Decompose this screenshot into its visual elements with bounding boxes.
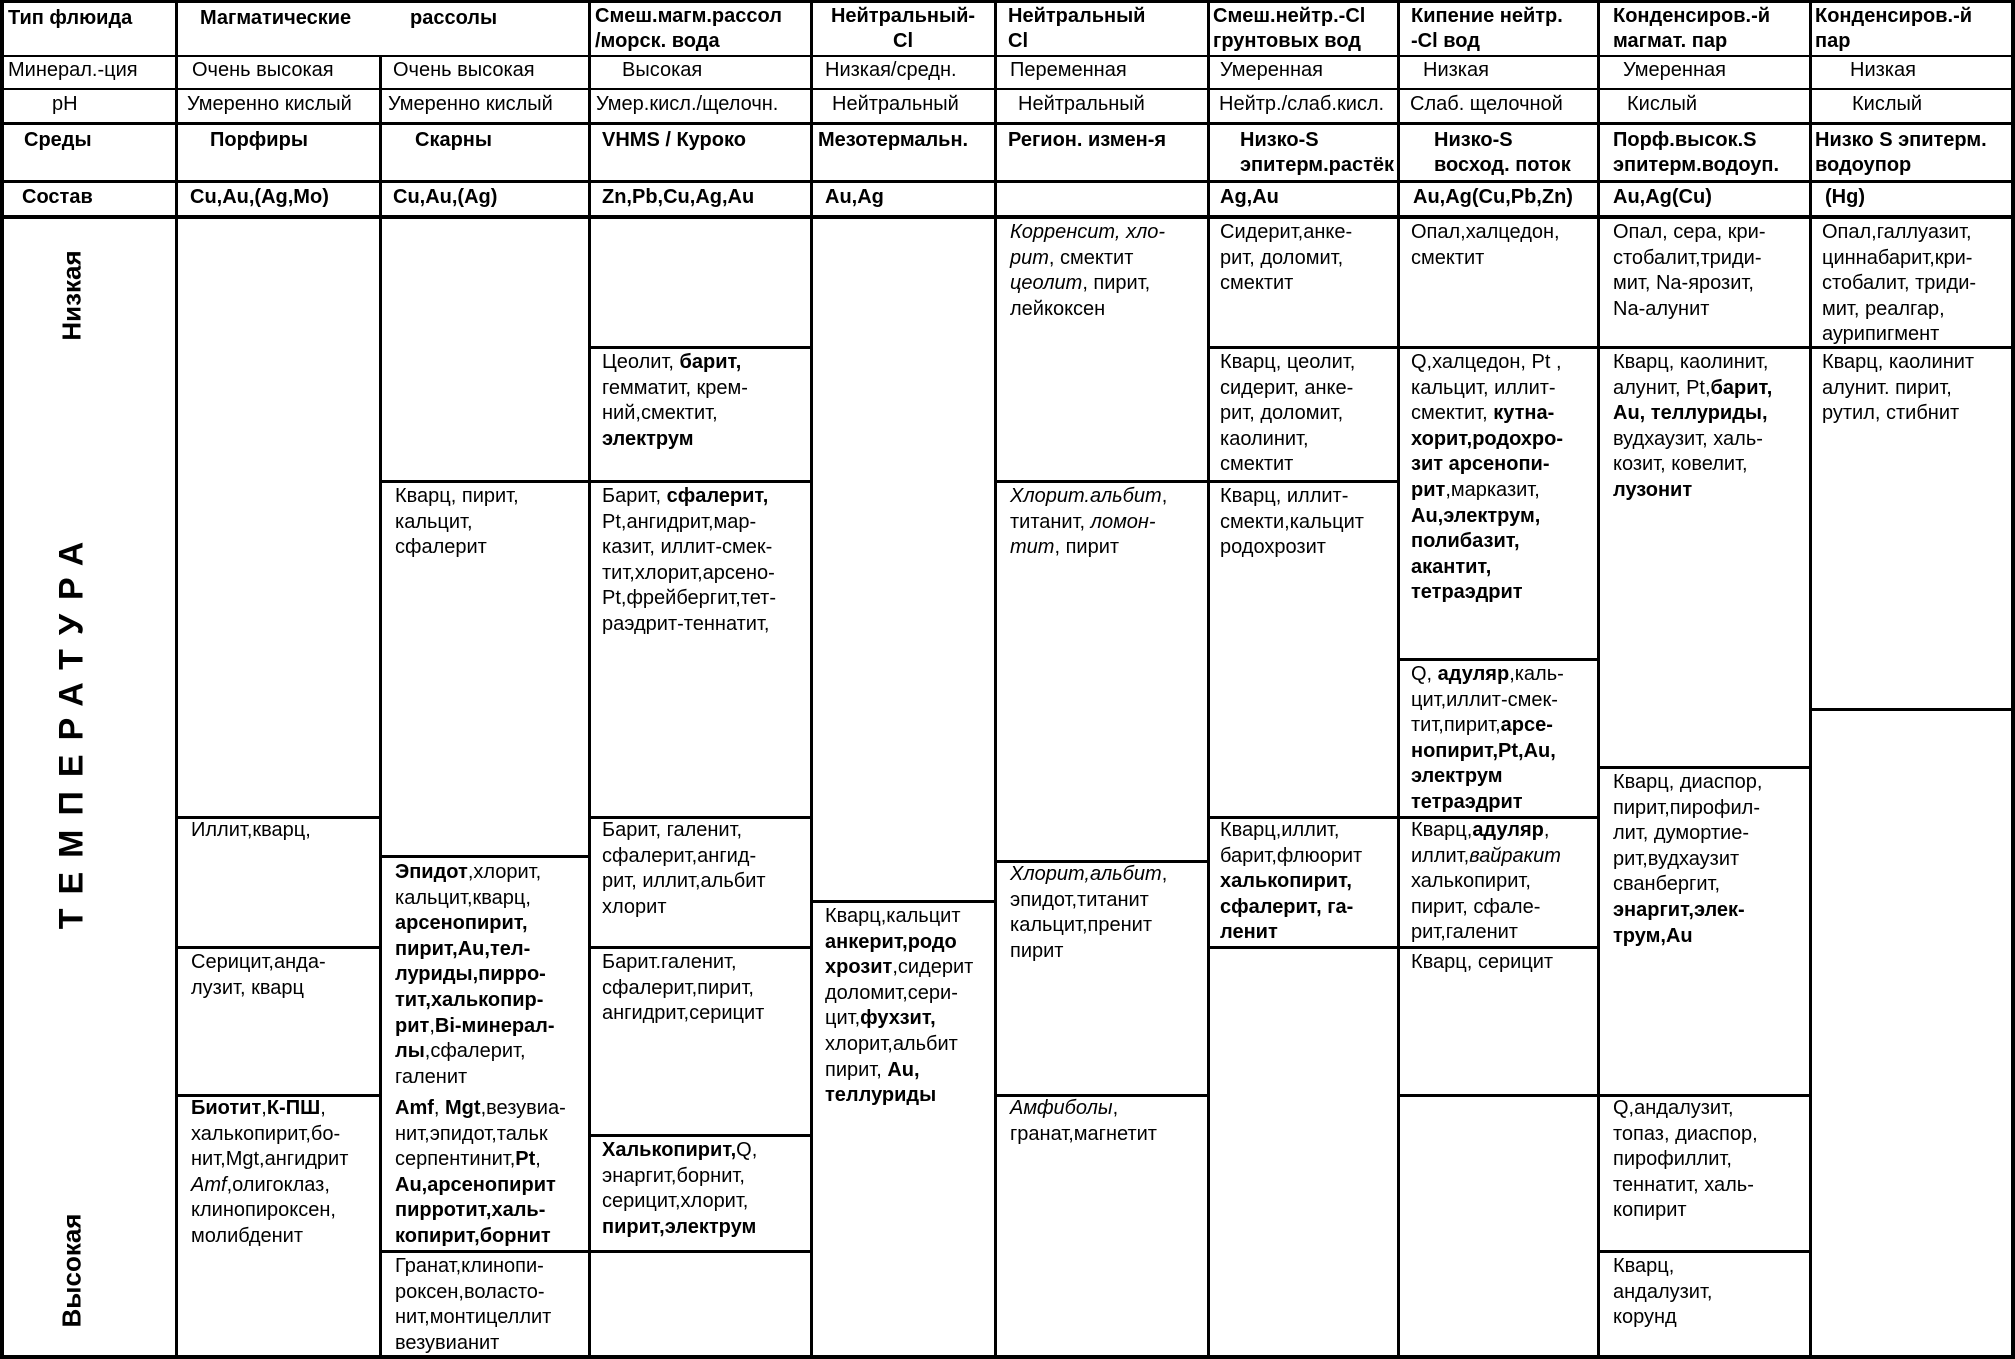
environment-4: Мезотермальн. [818,129,969,151]
header-8-line1: магмат. пар [1613,30,1728,52]
environment-6-line0: Низко-S [1240,129,1319,151]
composition-0: Состав [22,186,93,208]
composition-9: (Hg) [1825,186,1865,208]
mineralization-7: Низкая [1423,59,1489,81]
table-rule [1208,346,1398,349]
table-rule [1397,0,1400,1359]
table-rule [589,1250,811,1253]
mineral-cell-c1-c: Биотит,К-ПШ, халькопирит,бо- нит,Mgt,ангидрит Amf,олигоклаз, клинопироксен, молибденит [191,1097,349,1247]
table-rule [1809,0,1812,1359]
mineralization-3: Высокая [622,59,703,81]
composition-2: Cu,Au,(Ag) [393,186,498,208]
composition-4: Au,Ag [825,186,884,208]
mineral-cell-c2-d: Гранат,клинопи- роксен,воласто- нит,монтицеллит везувианит [395,1255,552,1354]
mineral-cell-c1-b: Серицит,анда- лузит, кварц [191,951,326,999]
mineral-cell-c4-a: Кварц,кальцит анкерит,родо хрозит,сидерит доломит,сери- цит,фухзит, хлорит,альбит пирит, Au, теллуриды [825,905,974,1107]
table-rule [1597,0,1600,1359]
table-rule [811,900,995,903]
table-rule [380,855,589,858]
ph-0: pH [52,93,78,115]
header-4-line1: Cl [893,30,913,52]
table-border-top [0,0,2015,3]
mineralization-2: Очень высокая [393,59,535,81]
mineralization-6: Умеренная [1220,59,1323,81]
environment-9-line1: водоупор [1815,154,1912,176]
table-rule [1810,708,2012,711]
table-rule [589,1134,811,1137]
ph-1: Умеренно кислый [187,93,352,115]
table-rule [1208,946,1398,949]
ph-7: Слаб. щелочной [1410,93,1563,115]
table-rule [589,346,811,349]
table-rule [379,55,382,1359]
mineral-cell-c9-b: Кварц, каолинит алунит. пирит, рутил, стибнит [1822,351,1975,425]
table-rule [380,1250,589,1253]
mineral-cell-c6-d: Кварц,иллит, барит,флюорит халькопирит, сфалерит, га- ленит [1220,819,1363,944]
header-8-line0: Конденсиров.-й [1613,5,1771,27]
environment-5: Регион. измен-я [1008,129,1167,151]
table-border-left [0,0,4,1359]
environment-1: Порфиры [210,129,308,151]
environment-8-line0: Порф.высок.S [1613,129,1757,151]
mineral-cell-c7-d: Кварц,адуляр, иллит,вайракит халькопирит, пирит, сфале- рит,галенит [1411,819,1561,944]
table-rule [1398,946,1598,949]
table-rule [1398,346,1598,349]
composition-8: Au,Ag(Cu) [1613,186,1712,208]
table-rule [1398,658,1598,661]
header-9-line1: пар [1815,30,1851,52]
environment-7-line1: восход. поток [1434,154,1571,176]
mineral-cell-c8-e: Кварц, андалузит, корунд [1613,1255,1713,1329]
header-fluid-type: Тип флюида [8,7,133,29]
mineral-cell-c1-a: Иллит,кварц, [191,819,311,841]
environment-2: Скарны [415,129,492,151]
table-rule [1207,0,1210,1359]
header-7-line1: -Cl вод [1411,30,1480,52]
header-5-line0: Нейтральный [1008,5,1146,27]
table-rule [1208,480,1398,483]
table-rule [810,0,813,1359]
table-rule [1398,1094,1598,1097]
header-3-line0: Смеш.магм.рассол [595,5,782,27]
temperature-axis-title: ТЕМПЕРАТУРА [52,527,91,929]
table-rule [994,0,997,1359]
table-rule [588,0,591,1359]
mineral-cell-c2-b: Эпидот,хлорит, кальцит,кварц, арсенопирит, пирит,Au,тел- луриды,пирро- тит,халькопир- рит,Bi-минерал- лы,сфалерит, галенит [395,861,555,1088]
mineralization-0: Минерал.-ция [8,59,138,81]
mineral-cell-c6-b: Кварц, цеолит, сидерит, анке- рит, доломит, каолинит, смектит [1220,351,1356,476]
table-rule [589,480,811,483]
environment-9-line0: Низко S эпитерм. [1815,129,1987,151]
environment-6-line1: эпитерм.растёк [1240,154,1395,176]
environment-3: VHMS / Куроко [602,129,746,151]
table-rule [176,946,380,949]
header-7-line0: Кипение нейтр. [1411,5,1563,27]
mineralization-5: Переменная [1010,59,1127,81]
mineral-cell-c3-a: Цеолит, барит, гемматит, крем- ний,смектит, электрум [602,351,748,450]
header-magmatic: Магматические [200,7,352,29]
header-6-line0: Смеш.нейтр.-Cl [1213,5,1366,27]
mineralization-4: Низкая/средн. [825,59,957,81]
mineral-cell-c5-c: Хлорит,альбит, эпидот,титанит кальцит,пренит пирит [1010,863,1168,962]
composition-7: Au,Ag(Cu,Pb,Zn) [1413,186,1573,208]
ph-3: Умер.кисл./щелочн. [596,93,779,115]
header-6-line1: грунтовых вод [1213,30,1361,52]
environment-0: Среды [24,129,92,151]
table-rule [0,180,2015,183]
composition-1: Cu,Au,(Ag,Mo) [190,186,329,208]
mineral-cell-c9-a: Опал,галлуазит, циннабарит,кри- стобалит, триди- мит, реалгар, аурипигмент [1822,221,1977,346]
ph-8: Кислый [1627,93,1698,115]
table-rule [1598,346,1810,349]
mineral-cell-c3-d: Барит.галенит, сфалерит,пирит, ангидрит,серицит [602,951,765,1025]
table-border-bottom [0,1355,2015,1359]
table-rule [995,480,1208,483]
table-rule [0,88,2015,90]
mineral-cell-c6-c: Кварц, иллит- смекти,кальцит родохрозит [1220,485,1364,559]
table-rule [380,480,589,483]
mineralization-1: Очень высокая [192,59,334,81]
mineral-cell-c2-c: Amf, Mgt,везувиа- нит,эпидот,тальк серпентинит,Pt, Au,арсенопирит пирротит,халь- копирит,борнит [395,1097,566,1247]
header-3-line1: /морск. вода [595,30,720,52]
mineral-cell-c3-e: Халькопирит,Q, энаргит,борнит, серицит,хлорит, пирит,электрум [602,1139,758,1238]
mineral-cell-c7-e: Кварц, серицит [1411,951,1554,973]
table-rule [1598,766,1810,769]
mineral-cell-c5-d: Амфиболы, гранат,магнетит [1010,1097,1157,1145]
header-5-line1: Cl [1008,30,1028,52]
mineral-cell-c7-a: Опал,халцедон, смектит [1411,221,1560,269]
header-9-line0: Конденсиров.-й [1815,5,1973,27]
temperature-low-label: Низкая [56,249,87,341]
header-4-line0: Нейтральный- [830,5,976,27]
composition-6: Ag,Au [1220,186,1279,208]
mineral-cell-c5-b: Хлорит.альбит, титанит, ломон- тит, пирит [1010,485,1168,559]
mineral-cell-c2-a: Кварц, пирит, кальцит, сфалерит [395,485,519,559]
composition-3: Zn,Pb,Cu,Ag,Au [602,186,755,208]
ph-6: Нейтр./слаб.кисл. [1219,93,1385,115]
environment-7-line0: Низко-S [1434,129,1513,151]
mineral-cell-c3-b: Барит, сфалерит, Pt,ангидрит,мар- казит, иллит-смек- тит,хлорит,арсено- Pt,фрейбергит,тет- раэдрит-теннатит, [602,485,776,635]
mineralization-9: Низкая [1850,59,1916,81]
table-border-right [2011,0,2015,1359]
table-rule [0,55,2015,57]
mineral-cell-c8-c: Кварц, диаспор, пирит,пирофил- лит, думортие- рит,вудхаузит сванбергит, энаргит,элек- трум,Au [1613,771,1763,947]
mineral-cell-c8-d: Q,андалузит, топаз, диаспор, пирофиллит, теннатит, халь- копирит [1613,1097,1758,1222]
environment-8-line1: эпитерм.водоуп. [1613,154,1780,176]
table-rule [175,0,178,1359]
mineral-cell-c7-c: Q, адуляр,каль- цит,иллит-смек- тит,пирит,арсе- нопирит,Pt,Au, электрум тетраэдрит [1411,663,1564,813]
table-rule [589,946,811,949]
mineralization-8: Умеренная [1623,59,1726,81]
ph-4: Нейтральный [832,93,959,115]
temperature-high-label: Высокая [56,1213,87,1327]
table-rule [0,122,2015,125]
ph-9: Кислый [1852,93,1923,115]
mineral-cell-c5-a: Корренсит, хло- рит, смектит цеолит, пирит, лейкоксен [1010,221,1166,320]
table-rule [1598,1250,1810,1253]
ph-5: Нейтральный [1018,93,1145,115]
table-rule [0,215,2015,219]
mineral-cell-c3-c: Барит, галенит, сфалерит,ангид- рит, иллит,альбит хлорит [602,819,766,918]
mineral-cell-c8-a: Опал, сера, кри- стобалит,триди- мит, Na-ярозит, Na-алунит [1613,221,1766,320]
header-brines: рассолы [410,7,498,29]
mineral-cell-c6-a: Сидерит,анке- рит, доломит, смектит [1220,221,1353,295]
mineral-cell-c8-b: Кварц, каолинит, алунит, Pt,барит, Au, теллуриды, вудхаузит, халь- козит, ковелит, лузонит [1613,351,1773,501]
ph-2: Умеренно кислый [388,93,553,115]
mineral-cell-c7-b: Q,халцедон, Pt , кальцит, иллит- смектит, кутна- хорит,родохро- зит арсенопи- рит,марказит, Au,электрум, полибазит, акантит, тетраэдрит [1411,351,1564,604]
